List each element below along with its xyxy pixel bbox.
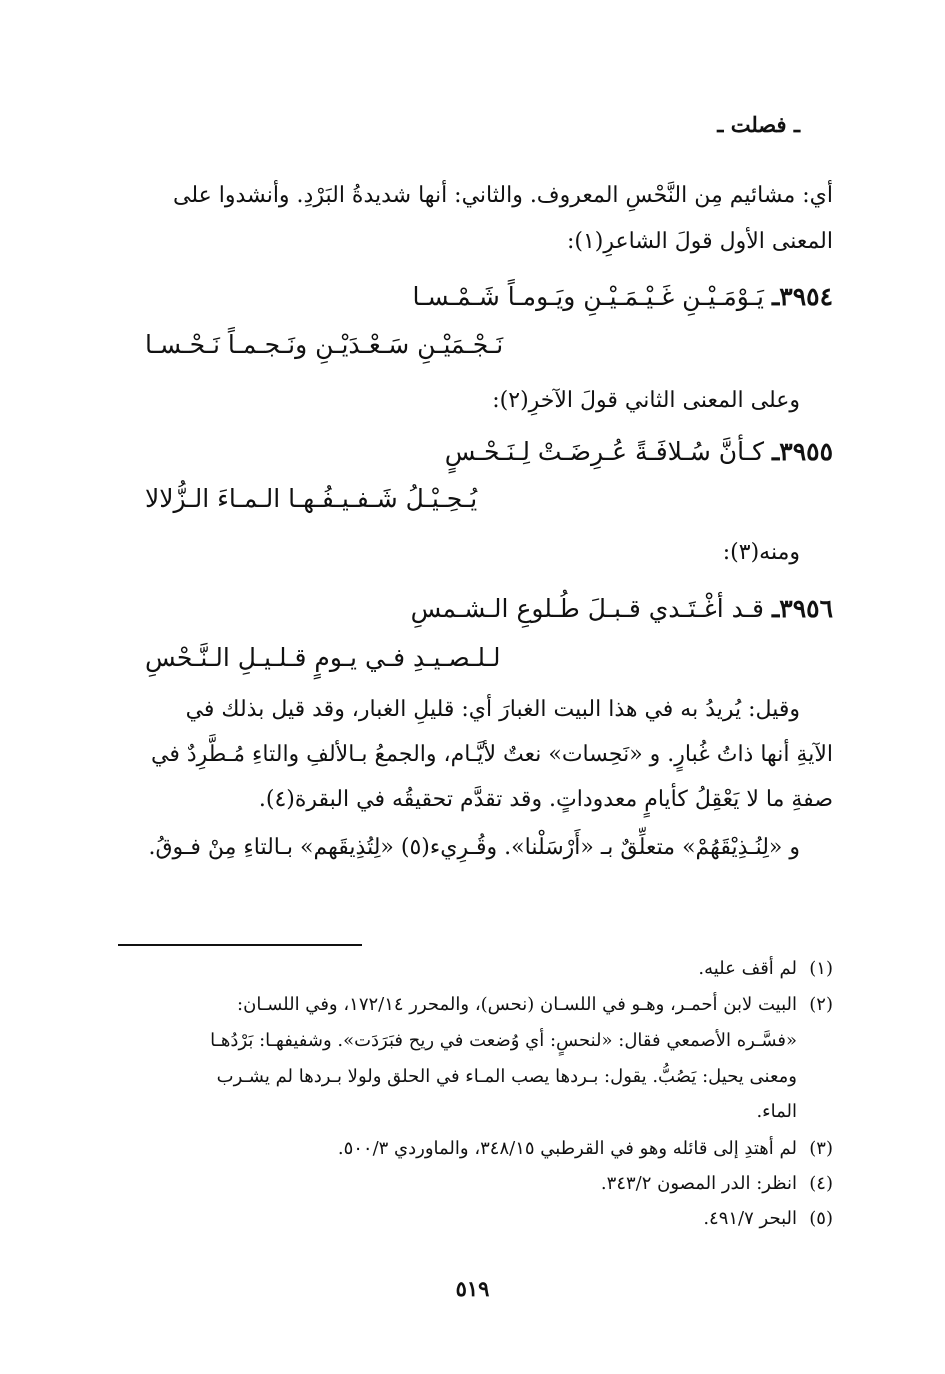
running-header: ـ فصلت ـ (717, 112, 800, 137)
footnote-number: (١) (809, 958, 833, 979)
verse-3954-second-hemistich: نَـجْـمَيْـنِ سَـعْـدَيْـنِ ونَـجـمـاً نَـحْـسـا (145, 330, 504, 359)
verse-number: ٣٩٥٦ـ (771, 594, 833, 623)
footnote-text: لم أقف عليه. (698, 958, 797, 979)
verse-3955-first-hemistich (445, 437, 833, 466)
footnote-1 (140, 958, 833, 979)
footnote-2-line-2: «فسَّـره الأصمعي فقال: «لنحسٍ: أي وُضعت في ريح فبَرَدَت». وشفيفهـا: بَرْدُهـا (210, 1030, 797, 1051)
verse-3955-second-hemistich: يُـحِـيْـلُ شَـفـيـفُـهـا الـمـاءَ الـزُّلالا (145, 484, 478, 513)
paragraph-3: ومنه(٣): (722, 540, 800, 565)
paragraph-4-line-2: الآيةِ أنها ذاتُ غُبارٍ. و «نَحِسات» نعتٌ لأيَّـام، والجمعُ بـالألفِ والتاءِ مُـطَّرِدٌ في (151, 742, 833, 767)
footnote-text: البيت لابن أحمـر، وهـو في اللسـان (نحس)، والمحرر ١٧٢/١٤، وفي اللسـان: (237, 994, 797, 1015)
footnote-3 (140, 1138, 833, 1159)
footnote-separator (118, 944, 362, 946)
footnote-2-line-4: الماء. (756, 1101, 797, 1122)
paragraph-4-line-1: وقيل: يُريدُ به في هذا البيت الغبارَ أي: قليلِ الغبار، وقد قيل بذلك في (185, 697, 800, 722)
verse-3956-first-hemistich (411, 594, 833, 623)
footnote-text: البحر ٤٩١/٧. (703, 1208, 797, 1229)
page-number: ٥١٩ (455, 1276, 490, 1301)
verse-number: ٣٩٥٥ـ (771, 437, 833, 466)
verse-text: يَـوْمَـيْـنِ غَـيْـمَـيْـنِ ويَـومـاً شَـمْـسـا (412, 282, 764, 311)
footnote-text: انظر: الدر المصون ٣٤٣/٢. (600, 1173, 797, 1194)
verse-text: كـأنَّ سُـلافَـةً عُـرِضَـتْ لِـنَـحْـسٍ (444, 437, 764, 466)
verse-text: قـد أغْـتَـدي قـبـلَ طُـلوعِ الـشـمسِ (410, 594, 764, 623)
footnote-2-line-3: ومعنى يحيل: يَصُبُّ. يقول: بـردها يصب المـاء في الحلق ولولا بـردها لم يشـرب (216, 1066, 797, 1087)
footnote-5 (140, 1208, 833, 1229)
footnote-2-line-1 (140, 994, 833, 1015)
verse-3954-first-hemistich (413, 282, 834, 311)
paragraph-5: و «لِنُـذِيْقَهُمْ» متعلِّقٌ بـ «أَرْسَلْنا». وقُـرِيء(٥) «لِتُذِيقَهم» بـالتاءِ مِنْ فـوقُ. (148, 835, 800, 860)
footnote-number: (٤) (809, 1173, 833, 1194)
paragraph-1-line-2: المعنى الأول قولَ الشاعرِ(١): (566, 229, 833, 254)
paragraph-2: وعلى المعنى الثاني قولَ الآخرِ(٢): (492, 388, 800, 413)
footnote-4 (140, 1173, 833, 1194)
footnote-number: (٥) (809, 1208, 833, 1229)
footnote-text: لم أهتدِ إلى قائله وهو في القرطبي ٣٤٨/١٥، والماوردي ٥٠٠/٣. (337, 1138, 797, 1159)
verse-number: ٣٩٥٤ـ (771, 282, 833, 311)
paragraph-4-line-3: صفةِ ما لا يَعْقِلُ كأيامٍ معدوداتٍ. وقد تقدَّم تحقيقُه في البقرة(٤). (258, 787, 833, 812)
paragraph-1-line-1: أي: مشائيم مِن النَّحْسِ المعروف. والثاني: أنها شديدةُ البَرْدِ. وأنشدوا على (173, 183, 833, 208)
footnote-number: (٣) (809, 1138, 833, 1159)
verse-3956-second-hemistich: لـلـصـيـدِ فـي يـومٍ قـلـيـلِ الـنَّـحْسِ (145, 643, 501, 672)
footnote-number: (٢) (809, 994, 833, 1015)
